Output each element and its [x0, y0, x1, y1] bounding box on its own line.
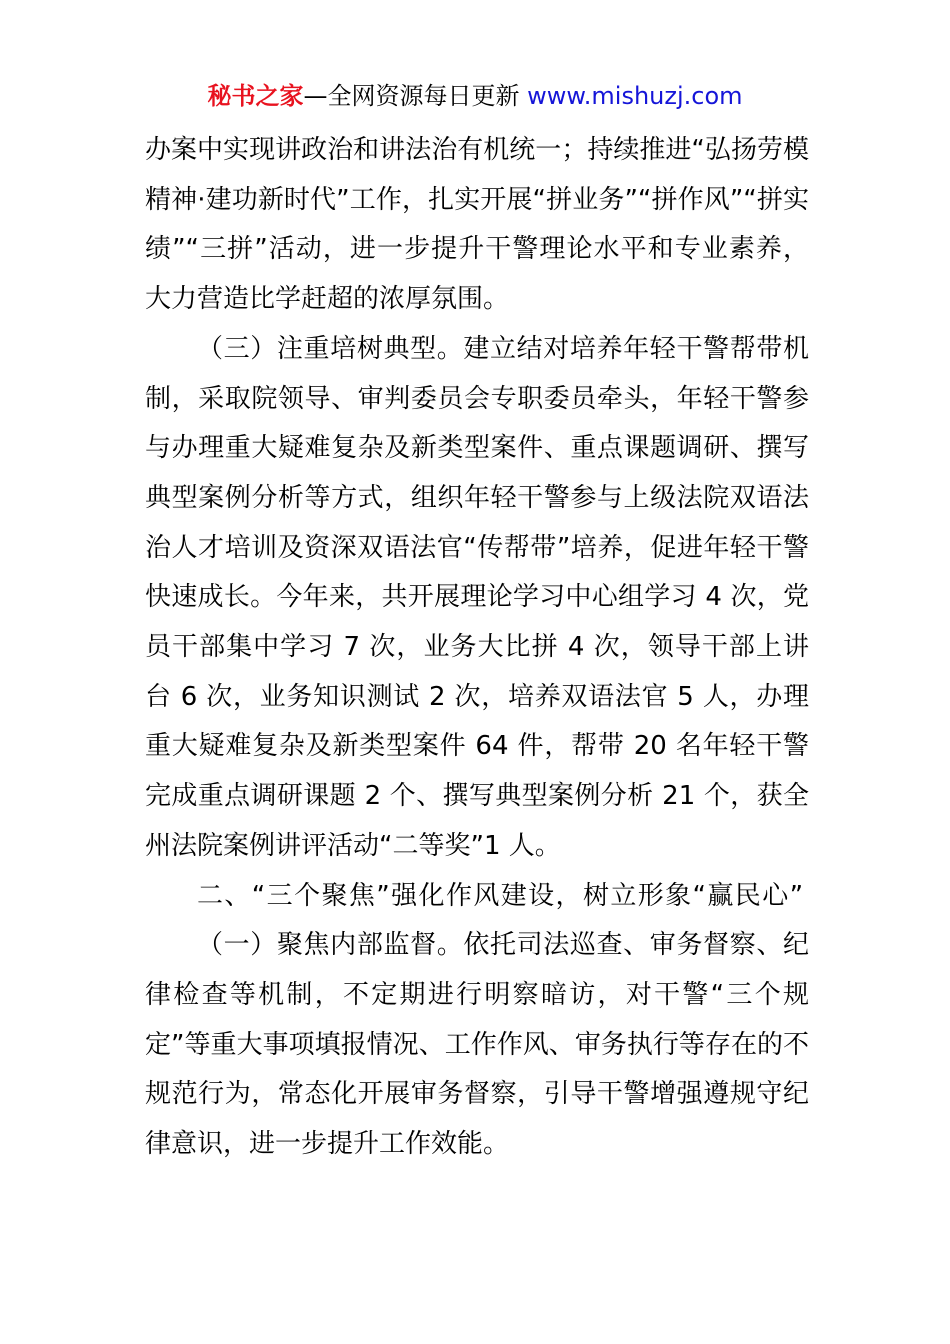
section-heading-2: 二、“三个聚焦”强化作风建设，树立形象“赢民心” — [197, 880, 805, 911]
site-tagline: —全网资源每日更新 — [303, 82, 520, 110]
paragraph-continued: 办案中实现讲政治和讲法治有机统一；持续推进“弘扬劳模精神·建功新时代”工作，扎实开展“拼业务”“拼作风”“拼实绩”“三拼”活动，进一步提升干警理论水平和专业素养，大力营造比学赶超的浓厚氛围。 — [145, 135, 809, 315]
document-body — [145, 126, 809, 1170]
site-brand: 秘书之家 — [207, 82, 304, 110]
paragraph-cultivate-models: （三）注重培树典型。建立结对培养年轻干警帮带机制，采取院领导、审判委员会专职委员牵头，年轻干警参与办理重大疑难复杂及新类型案件、重点课题调研、撰写典型案例分析等方式，组织年轻干警参与上级法院双语法治人才培训及资深双语法官“传帮带”培养，促进年轻干警快速成长。今年来，共开展理论学习中心组学习 4 次，党员干部集中学习 7 次，业务大比拼 4 次，领导干部上讲台 6 次，业务知识测试 2 次，培养双语法官 5 人，办理重大疑难复杂及新类型案件 64 件，帮带 20 名年轻干警完成重点调研课题 2 个、撰写典型案例分析 21 个，获全州法院案例讲评活动“二等奖”1 人。 — [145, 333, 809, 861]
site-url-link[interactable]: www.mishuzj.com — [527, 82, 743, 110]
site-header — [0, 80, 950, 112]
paragraph-internal-supervision: （一）聚焦内部监督。依托司法巡查、审务督察、纪律检查等机制，不定期进行明察暗访，对干警“三个规定”等重大事项填报情况、工作作风、审务执行等存在的不规范行为，常态化开展审务督察，引导干警增强遵规守纪律意识，进一步提升工作效能。 — [145, 930, 809, 1160]
